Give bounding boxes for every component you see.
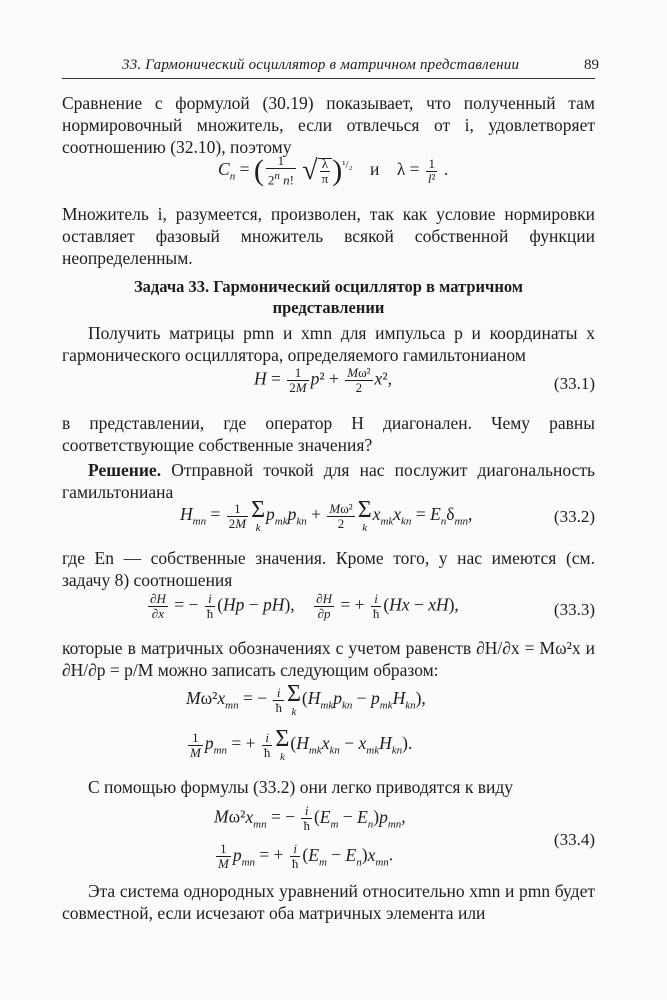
equation-cn: $C_n$ = ( $\frac{1}{2^n n!}$ √ $\frac{\lambda}{\pi}$ )$^{^1/_2}$ и λ = $\frac{1}{\text{l²}}$ . [218, 153, 449, 188]
equation-33-2: $H_{mn}$ = $\frac{1}{2M}$ Σ k $p_{mk}p_{kn}$ + $\frac{\text{Mω²}}{2}$ Σ k $x_{mk}x_{kn} = E_n\delta_{mn}$, [180, 497, 473, 534]
equation-33-3-label: (33.3) [553, 600, 595, 619]
page-number: 89 [584, 57, 599, 73]
equation-33-2-label: (33.2) [553, 507, 595, 526]
problem-statement: Получить матрицы pmn и xmn для импульса p и координаты x гармонического осциллятора, определяемого гамильтонианом [62, 323, 595, 365]
header-title: 33. Гармонический осциллятор в матричном представлении [122, 57, 520, 73]
solution-label: Решение. [88, 460, 162, 480]
paragraph-eigenvalues: где En — собственные значения. Кроме того, у нас имеются (см. задачу 8) соотношения [62, 548, 595, 590]
paragraph-normalization: Множитель i, разумеется, произволен, так как условие нормировки оставляет фазовый множитель всякой собственной функции неопределенным. [62, 204, 595, 268]
equation-33-4-label: (33.4) [553, 830, 595, 849]
running-header [62, 56, 599, 79]
equation-matrix-x: $M\omega^2x_{mn}$ = − $\frac{i}{ħ}$ Σ k $(H_{mk}p_{kn} - p_{mk}H_{kn})$, [186, 681, 426, 718]
equation-33-4-x: $M\omega^2x_{mn}$ = − $\frac{i}{ħ}$ $(E_m - E_n)p_{mn}$, [214, 803, 406, 833]
paragraph-representation: в представлении, где оператор H диагонален. Чему равны соответствующие собственные значения? [62, 413, 595, 455]
equation-33-4-p: $\frac{1}{M}$ $p_{mn}$ = + $\frac{i}{ħ}$ $(E_m - E_n)x_{mn}$. [218, 841, 394, 871]
paragraph-matrix-notation: которые в матричных обозначениях с учетом равенств ∂H/∂x = Mω²x и ∂H/∂p = p/M можно записать следующим образом: [62, 638, 595, 680]
equation-33-1-label: (33.1) [553, 374, 595, 393]
equation-matrix-p: $\frac{1}{M}$ $p_{mn}$ = + $\frac{i}{ħ}$ Σ k $(H_{mk}x_{kn} - x_{mk}H_{kn})$. [190, 726, 413, 763]
equation-33-3: $\frac{\partial H}{\partial x}$ = − $\frac{i}{ħ}$ (Hp − pH), $\frac{\partial H}{\partial p}$ = + $\frac{i}{ħ}$ (Hx − xH), [150, 591, 459, 621]
paragraph-comparison: Сравнение с формулой (30.19) показывает, что полученный там нормировочный множитель, если отвлечься от i, удовлетворяет соотношению (32.10), поэтому [62, 93, 595, 157]
paragraph-reduction: С помощью формулы (33.2) они легко приводятся к виду [88, 777, 514, 797]
paragraph-consistency: Эта система однородных уравнений относительно xmn и pmn будет совместной, если исчезают оба матричных элемента или [62, 881, 595, 923]
equation-33-1: H = $\frac{1}{2M}$ p² + $\frac{\text{Mω²}}{2}$ x², [254, 365, 392, 395]
problem-heading: Задача 33. Гармонический осциллятор в матричном представлении [133, 277, 524, 317]
solution-intro: Решение. Отправной точкой для нас послужит диагональность гамильтониана [62, 460, 595, 502]
